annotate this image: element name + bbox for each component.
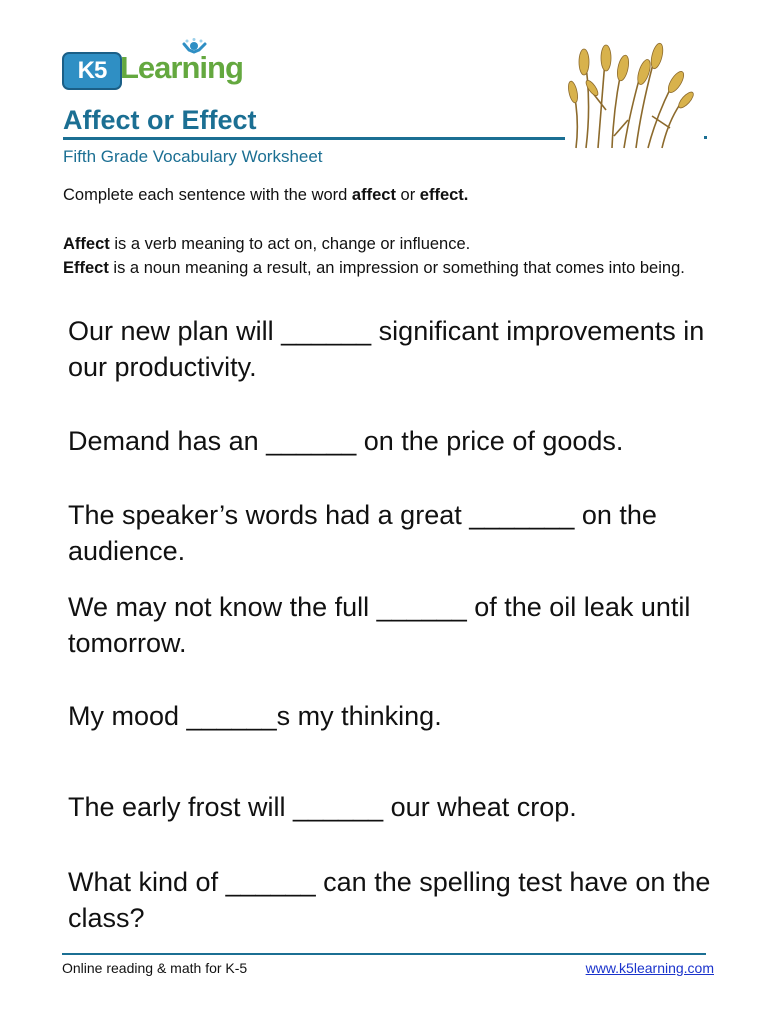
definition-term: Effect — [63, 259, 109, 277]
definition-affect — [63, 232, 733, 256]
footer-rule — [62, 953, 706, 955]
instructions-prefix: Complete each sentence with the word — [63, 186, 352, 204]
wheat-stalks-icon — [566, 40, 702, 150]
sentence-6: The early frost will ______ our wheat crop. — [68, 792, 577, 822]
person-icon — [180, 38, 210, 60]
definition-term: Affect — [63, 235, 110, 253]
sentence-5: My mood ______s my thinking. — [68, 701, 442, 731]
instructions — [63, 186, 468, 205]
sentence-2: Demand has an ______ on the price of goods. — [68, 426, 624, 456]
instructions-or: or — [395, 186, 420, 204]
sentence-1: Our new plan will ______ significant improvements in our productivity. — [68, 316, 705, 382]
instructions-word-affect: affect — [351, 186, 396, 204]
title-underline-end — [704, 136, 707, 139]
k5-learning-logo — [62, 44, 247, 92]
sentence-4: We may not know the full ______ of the oil leak until tomorrow. — [68, 592, 691, 658]
sentence-3: The speaker’s words had a great _______ on the audience. — [68, 500, 657, 566]
footer-website-link[interactable]: www.k5learning.com — [585, 960, 714, 976]
sentence-7: What kind of ______ can the spelling test have on the class? — [68, 867, 711, 933]
instructions-word-effect: effect. — [419, 186, 469, 204]
definition-effect — [63, 256, 733, 280]
worksheet-title: Affect or Effect — [63, 105, 257, 135]
logo-wordmark: Learning — [120, 50, 243, 85]
title-underline — [63, 137, 565, 140]
k5-badge: K5 — [62, 52, 122, 90]
definition-text: is a verb meaning to act on, change or influence. — [109, 235, 471, 253]
definition-text: is a noun meaning a result, an impression or something that comes into being. — [108, 259, 685, 277]
worksheet-subtitle: Fifth Grade Vocabulary Worksheet — [63, 147, 323, 166]
definitions — [63, 232, 733, 280]
footer-tagline: Online reading & math for K-5 — [62, 960, 248, 976]
